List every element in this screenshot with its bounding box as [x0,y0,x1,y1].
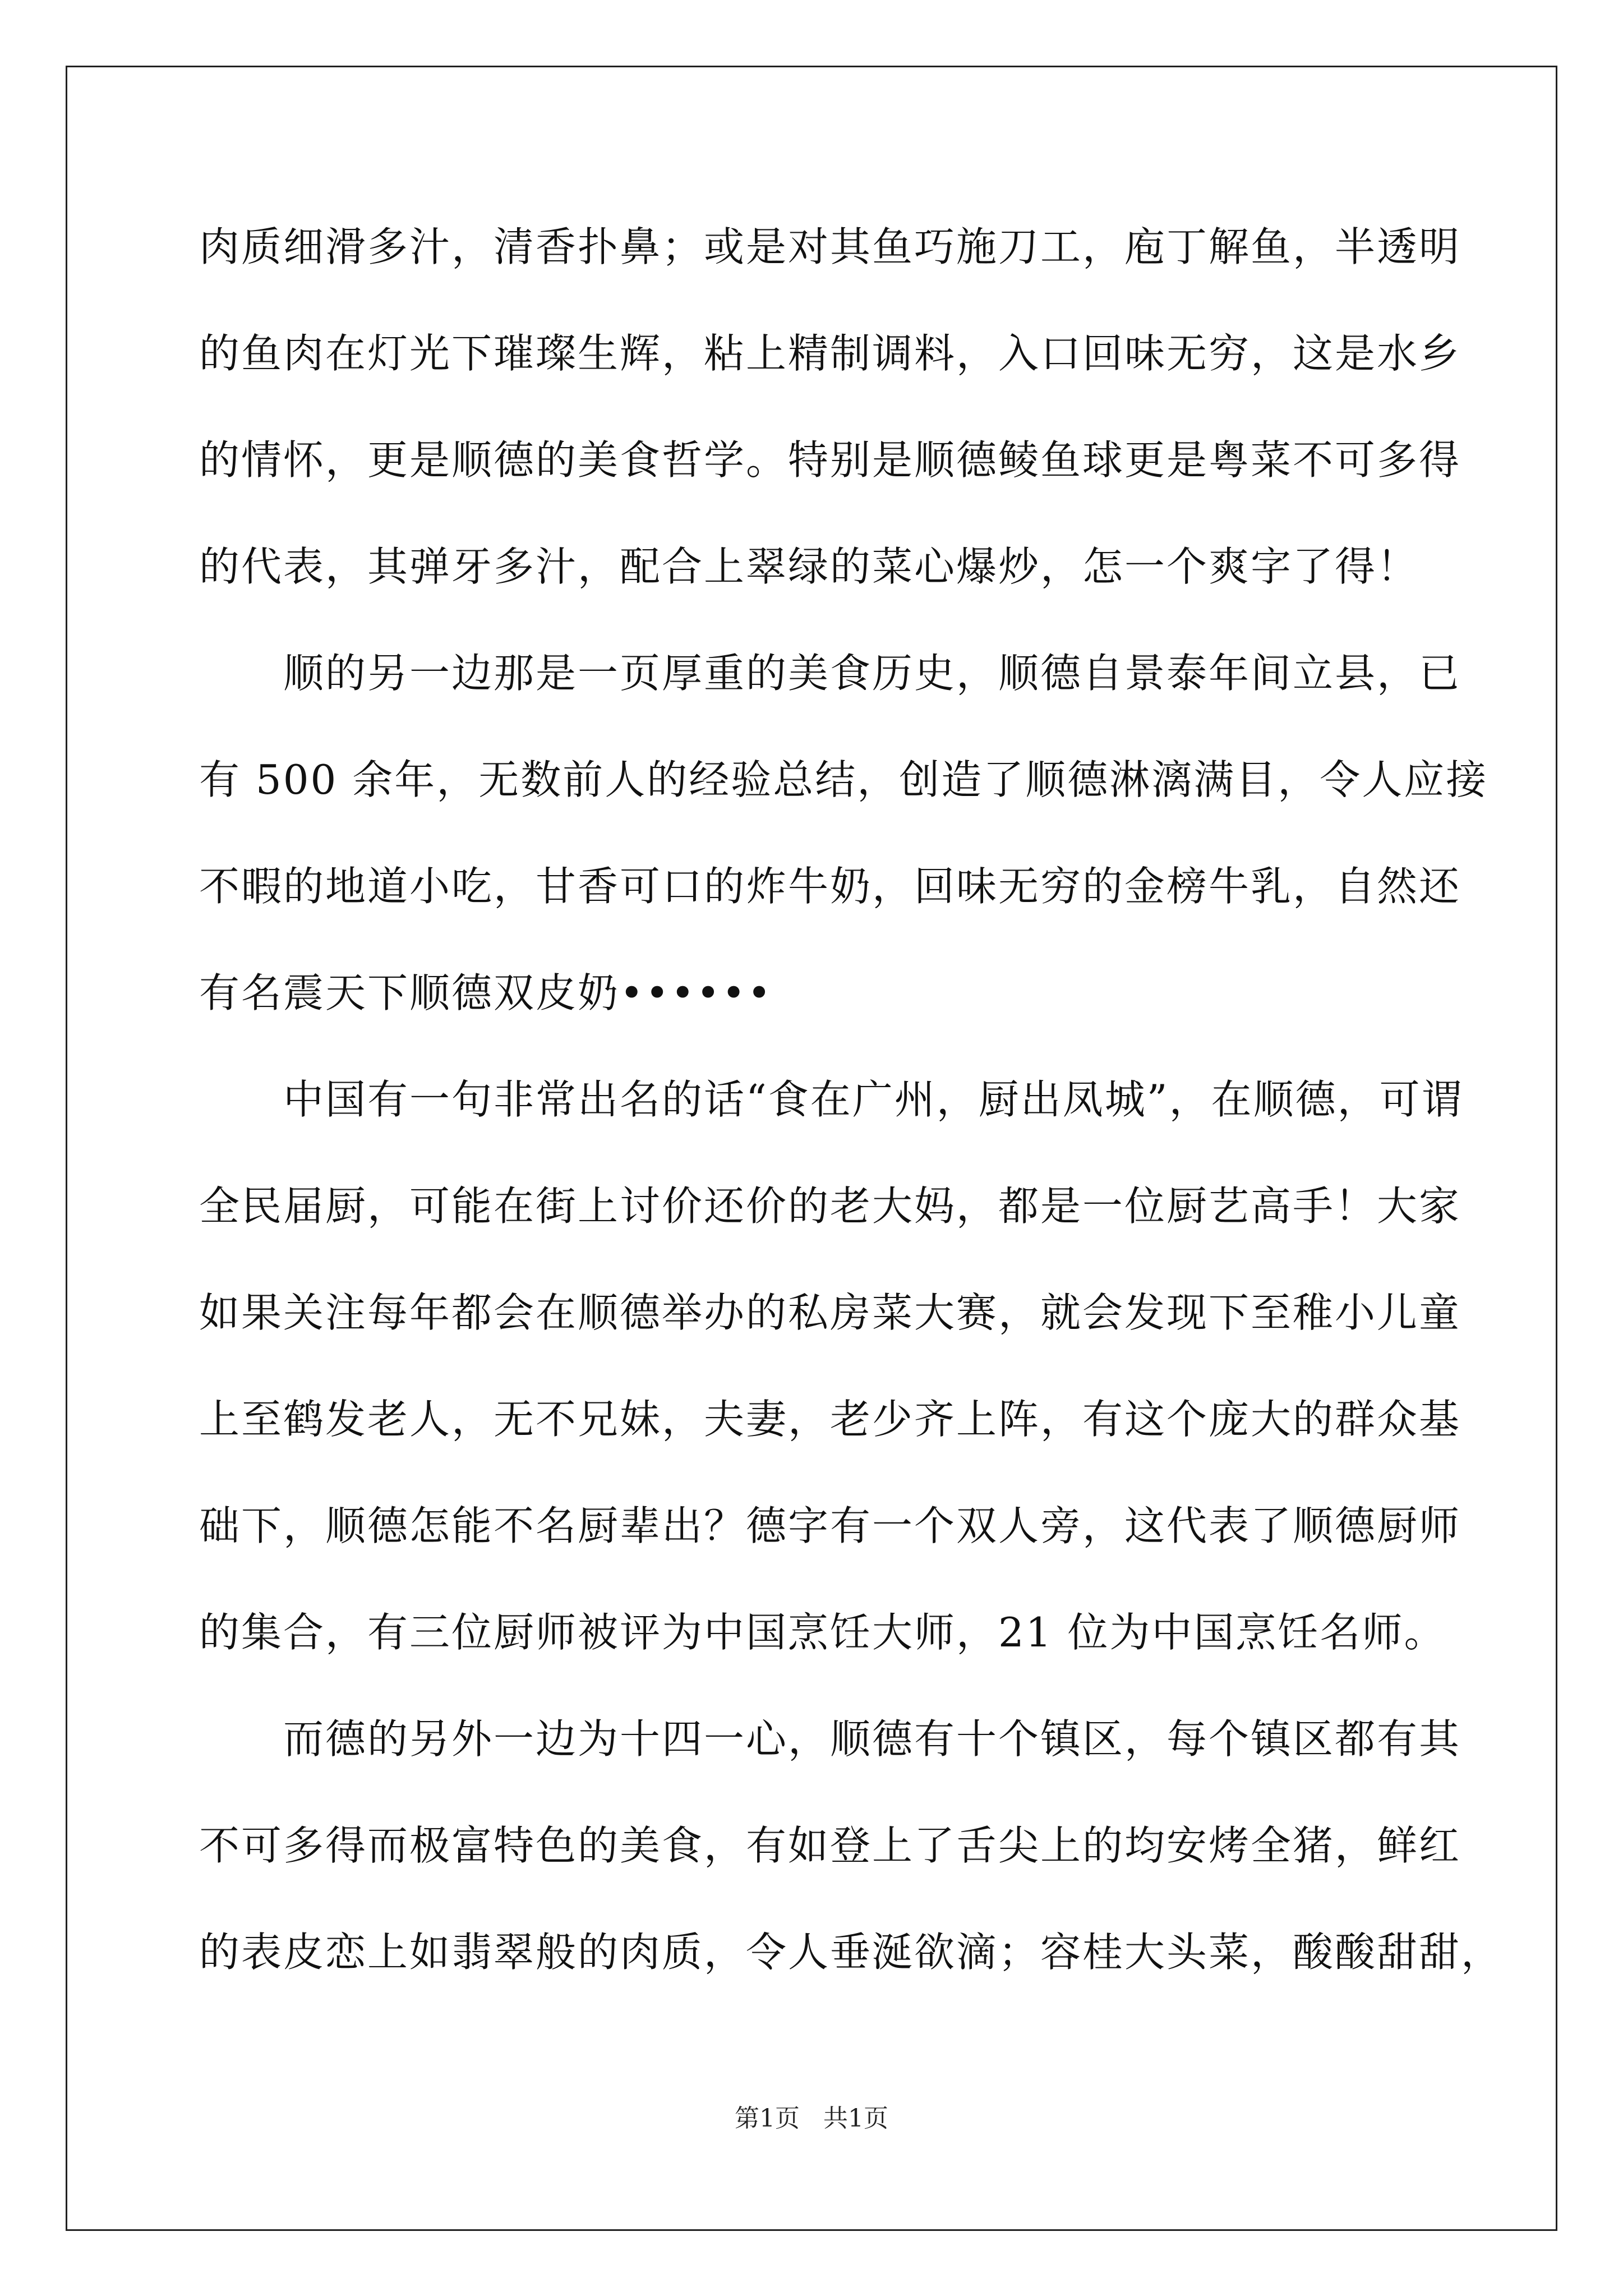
text-line: 的代表，其弹牙多汁，配合上翠绿的菜心爆炒，怎一个爽字了得！ [199,543,1419,590]
text-line: 的表皮恋上如翡翠般的肉质，令人垂涎欲滴；容桂大头菜，酸酸甜甜， [199,1929,1504,1976]
text-line: 的集合，有三位厨师被评为中国烹饪大师，21 位为中国烹饪名师。 [199,1609,1446,1656]
text-line: 如果关注每年都会在顺德举办的私房菜大赛，就会发现下至稚小儿童 [199,1289,1461,1336]
paragraph-first-line: 中国有一句非常出名的话“食在广州，厨出凤城”，在顺德，可谓 [283,1076,1464,1123]
text-line: 上至鹤发老人，无不兄妹，夫妻，老少齐上阵，有这个庞大的群众基 [199,1396,1461,1443]
text-line: 不暇的地道小吃，甘香可口的炸牛奶，回味无穷的金榜牛乳，自然还 [199,863,1461,910]
text-line: 的情怀，更是顺德的美食哲学。特别是顺德鲮鱼球更是粤菜不可多得 [199,436,1461,484]
text-line: 不可多得而极富特色的美食，有如登上了舌尖上的均安烤全猪，鲜红 [199,1822,1461,1869]
document-body [199,205,1504,2017]
text-line: 全民届厨，可能在街上讨价还价的老大妈，都是一位厨艺高手！大家 [199,1182,1461,1230]
page-number: 第1页 [735,2104,800,2133]
paragraph-first-line: 而德的另外一边为十四一心，顺德有十个镇区，每个镇区都有其 [283,1715,1461,1763]
text-line: 有 500 余年，无数前人的经验总结，创造了顺德淋漓满目，令人应接 [199,756,1488,803]
text-line: 础下，顺德怎能不名厨辈出？德字有一个双人旁，这代表了顺德厨师 [199,1502,1461,1549]
page-total: 共1页 [823,2104,888,2133]
paragraph-first-line: 顺的另一边那是一页厚重的美食历史，顺德自景泰年间立县，已 [283,650,1461,697]
text-line: 的鱼肉在灯光下璀璨生辉，粘上精制调料，入口回味无穷，这是水乡 [199,330,1461,377]
text-line: 有名震天下顺德双皮奶•••••• [199,969,773,1016]
text-line: 肉质细滑多汁，清香扑鼻；或是对其鱼巧施刀工，庖丁解鱼，半透明 [199,223,1461,270]
page-footer [0,2098,1623,2134]
